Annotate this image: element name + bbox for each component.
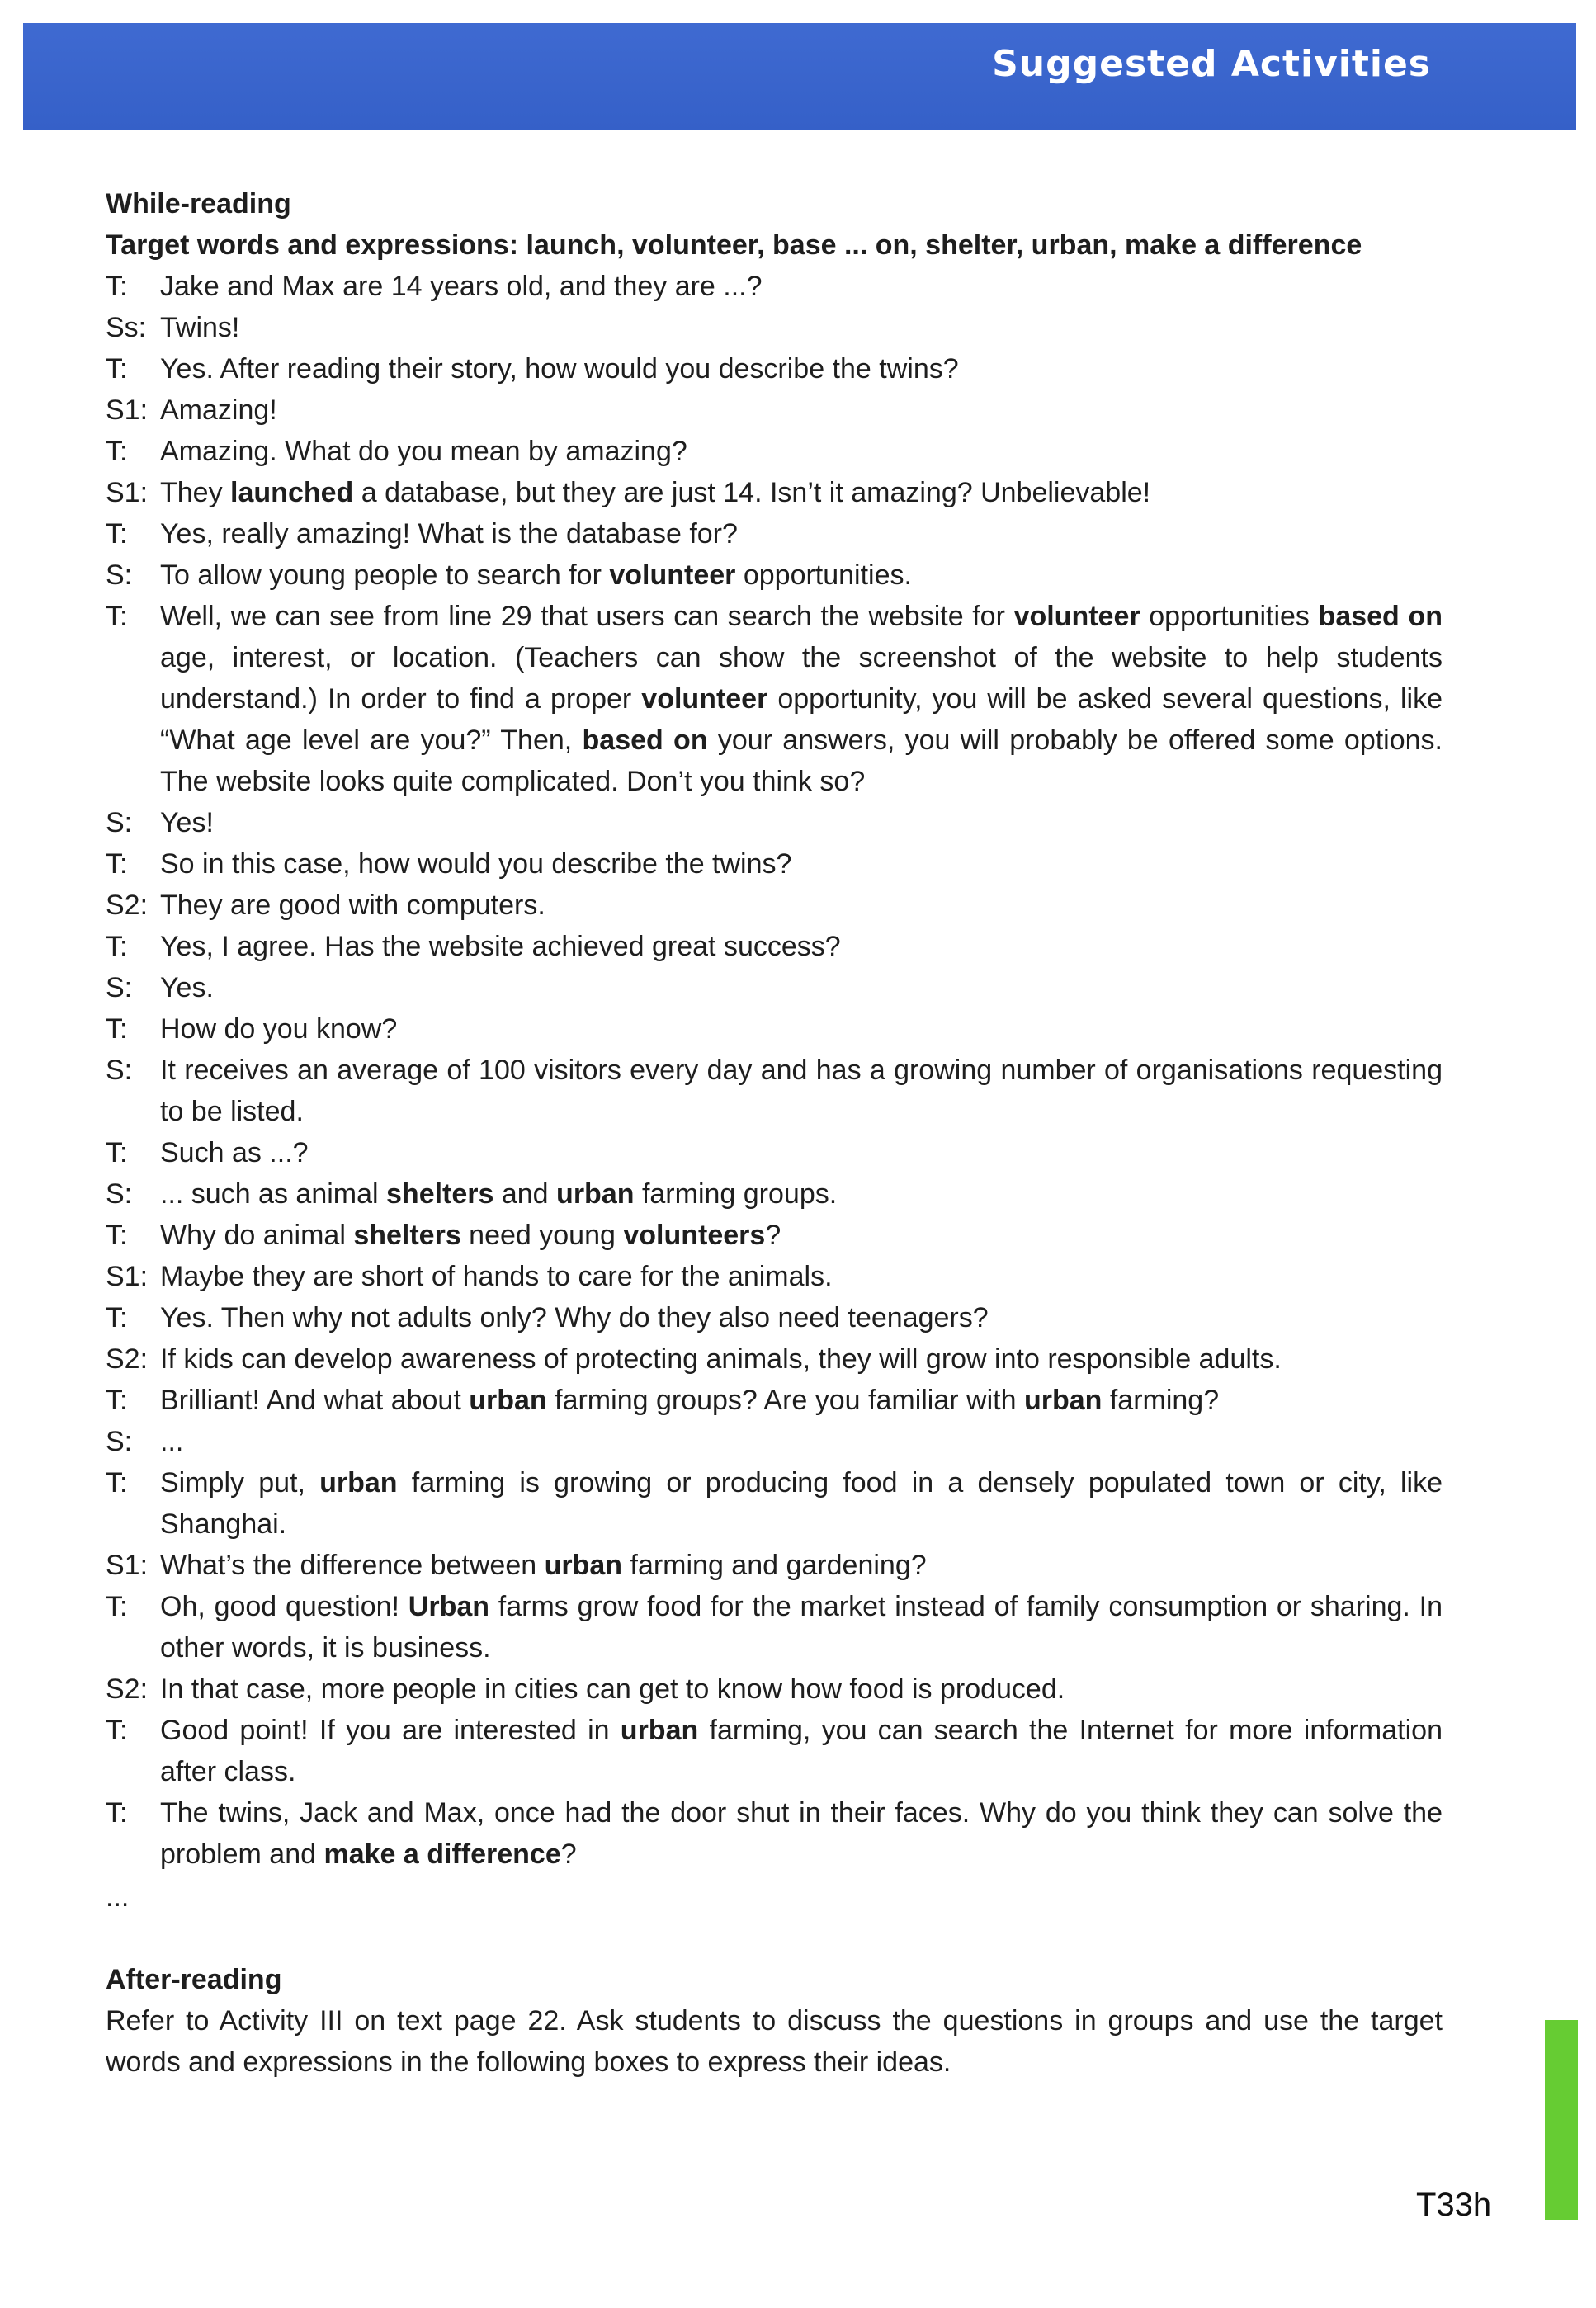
speaker-label: T:: [106, 848, 128, 880]
utterance-text: So in this case, how would you describe the twins?: [160, 848, 792, 880]
speaker-label: T:: [106, 1302, 128, 1333]
dialogue-line: [106, 1132, 1443, 1173]
utterance-text: Amazing!: [160, 394, 277, 426]
dialogue-line: [106, 472, 1443, 513]
dialogue-line: [106, 1050, 1443, 1132]
dialogue-line: [106, 307, 1443, 348]
dialogue-line: [106, 802, 1443, 843]
speaker-label: Ss:: [106, 312, 147, 343]
while-reading-heading: While-reading: [106, 188, 291, 219]
speaker-label: T:: [106, 931, 128, 962]
utterance-text: If kids can develop awareness of protecting animals, they will grow into responsible adults.: [160, 1343, 1282, 1375]
speaker-label: T:: [106, 1467, 128, 1499]
utterance-text: Good point! If you are interested in urban farming, you can search the Internet for more information after class.: [160, 1715, 1443, 1787]
dialogue-line: [106, 513, 1443, 555]
dialogue-line: [106, 843, 1443, 885]
utterance-text: Yes.: [160, 972, 214, 1003]
dialogue-list: [106, 266, 1443, 1875]
dialogue-line: [106, 1380, 1443, 1421]
utterance-text: What’s the difference between urban farming and gardening?: [160, 1550, 927, 1581]
section-title: Suggested Activities: [992, 43, 1431, 85]
speaker-label: T:: [106, 601, 128, 632]
utterance-text: They are good with computers.: [160, 890, 545, 921]
speaker-label: T:: [106, 518, 128, 550]
trailing-ellipsis: ...: [106, 1881, 130, 1913]
utterance-text: Such as ...?: [160, 1137, 309, 1168]
speaker-label: S2:: [106, 890, 149, 921]
page-content: [106, 183, 1443, 2083]
utterance-text: How do you know?: [160, 1013, 398, 1045]
after-reading-heading: After-reading: [106, 1964, 282, 1995]
speaker-label: T:: [106, 1797, 128, 1829]
dialogue-line: [106, 266, 1443, 307]
speaker-label: T:: [106, 1715, 128, 1746]
utterance-text: Why do animal shelters need young volunteers?: [160, 1220, 781, 1251]
utterance-text: The twins, Jack and Max, once had the door shut in their faces. Why do you think they can solve the problem and make a difference?: [160, 1797, 1443, 1870]
utterance-text: Yes. Then why not adults only? Why do they also need teenagers?: [160, 1302, 989, 1333]
speaker-label: T:: [106, 271, 128, 302]
dialogue-line: [106, 1462, 1443, 1545]
dialogue-line: [106, 1586, 1443, 1668]
utterance-text: Yes, I agree. Has the website achieved great success?: [160, 931, 841, 962]
speaker-label: S1:: [106, 1261, 149, 1292]
green-edge-tab: [1545, 2020, 1578, 2220]
utterance-text: To allow young people to search for volunteer opportunities.: [160, 559, 912, 591]
speaker-label: S:: [106, 559, 133, 591]
speaker-label: S:: [106, 1426, 133, 1457]
utterance-text: In that case, more people in cities can get to know how food is produced.: [160, 1673, 1065, 1705]
speaker-label: S:: [106, 972, 133, 1003]
utterance-text: Yes, really amazing! What is the database for?: [160, 518, 738, 550]
utterance-text: ...: [160, 1426, 184, 1457]
speaker-label: S1:: [106, 477, 149, 508]
speaker-label: S:: [106, 1055, 133, 1086]
dialogue-line: [106, 1545, 1443, 1586]
dialogue-line: [106, 348, 1443, 389]
speaker-label: S2:: [106, 1673, 149, 1705]
speaker-label: T:: [106, 1013, 128, 1045]
dialogue-line: [106, 1792, 1443, 1875]
speaker-label: T:: [106, 1137, 128, 1168]
utterance-text: Amazing. What do you mean by amazing?: [160, 436, 687, 467]
dialogue-line: [106, 1710, 1443, 1792]
dialogue-line: [106, 555, 1443, 596]
dialogue-line: [106, 885, 1443, 926]
dialogue-line: [106, 1421, 1443, 1462]
dialogue-line: [106, 1173, 1443, 1215]
utterance-text: Twins!: [160, 312, 240, 343]
speaker-label: T:: [106, 1591, 128, 1622]
speaker-label: S:: [106, 807, 133, 838]
after-reading-text: Refer to Activity III on text page 22. Ask students to discuss the questions in groups and use the target words and expressions in the following boxes to express their ideas.: [106, 2005, 1443, 2078]
dialogue-line: [106, 967, 1443, 1008]
dialogue-line: [106, 1338, 1443, 1380]
target-words-heading: Target words and expressions: launch, volunteer, base ... on, shelter, urban, make a difference: [106, 229, 1362, 261]
utterance-text: Jake and Max are 14 years old, and they are ...?: [160, 271, 763, 302]
utterance-text: Maybe they are short of hands to care for the animals.: [160, 1261, 833, 1292]
utterance-text: It receives an average of 100 visitors every day and has a growing number of organisations requesting to be listed.: [160, 1055, 1443, 1127]
speaker-label: T:: [106, 1385, 128, 1416]
utterance-text: ... such as animal shelters and urban farming groups.: [160, 1178, 838, 1210]
speaker-label: S2:: [106, 1343, 149, 1375]
utterance-text: Yes. After reading their story, how would you describe the twins?: [160, 353, 959, 385]
speaker-label: T:: [106, 1220, 128, 1251]
utterance-text: Brilliant! And what about urban farming groups? Are you familiar with urban farming?: [160, 1385, 1220, 1416]
dialogue-line: [106, 1256, 1443, 1297]
dialogue-line: [106, 431, 1443, 472]
dialogue-line: [106, 1297, 1443, 1338]
dialogue-line: [106, 596, 1443, 802]
utterance-text: Oh, good question! Urban farms grow food for the market instead of family consumption or sharing. In other words, it is business.: [160, 1591, 1443, 1664]
dialogue-line: [106, 1008, 1443, 1050]
utterance-text: Well, we can see from line 29 that users can search the website for volunteer opportunities based on age, interest, or location. (Teachers can show the screenshot of the website to help students understand.) In order to find a proper volunteer opportunity, you will be asked several questions, like “What age level are you?” Then, based on your answers, you will probably be offered some options. The website looks quite complicated. Don’t you think so?: [160, 601, 1443, 797]
page-number: T33h: [1416, 2187, 1492, 2223]
dialogue-line: [106, 1215, 1443, 1256]
speaker-label: S1:: [106, 394, 149, 426]
speaker-label: S:: [106, 1178, 133, 1210]
after-reading-section: [106, 1959, 1443, 2083]
dialogue-line: [106, 1668, 1443, 1710]
speaker-label: T:: [106, 436, 128, 467]
dialogue-line: [106, 926, 1443, 967]
speaker-label: S1:: [106, 1550, 149, 1581]
dialogue-line: [106, 389, 1443, 431]
speaker-label: T:: [106, 353, 128, 385]
utterance-text: They launched a database, but they are just 14. Isn’t it amazing? Unbelievable!: [160, 477, 1151, 508]
utterance-text: Yes!: [160, 807, 214, 838]
utterance-text: Simply put, urban farming is growing or producing food in a densely populated town or city, like Shanghai.: [160, 1467, 1443, 1540]
